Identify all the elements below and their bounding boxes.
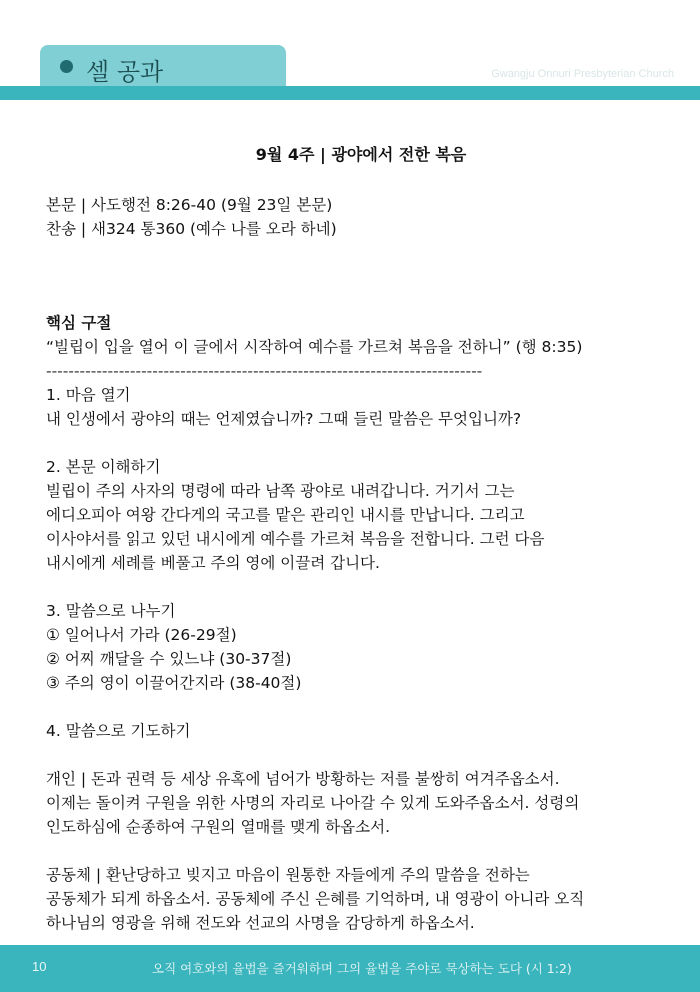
- section2-line: 에디오피아 여왕 간다게의 국고를 맡은 관리인 내시를 만납니다. 그리고: [46, 506, 525, 524]
- section3-title: 3. 말씀으로 나누기: [46, 602, 176, 620]
- tab-title: 셀 공과: [86, 58, 164, 86]
- hymn-line: 찬송 | 새324 통360 (예수 나를 오라 하네): [46, 220, 337, 238]
- prayer-community-line: 공동체가 되게 하옵소서. 공동체에 주신 은혜를 기억하며, 내 영광이 아니라 오직: [46, 890, 585, 908]
- bullet-dot-icon: [60, 60, 73, 73]
- key-verse: “빌립이 입을 열어 이 글에서 시작하여 예수를 가르쳐 복음을 전하니” (행 8:35): [46, 338, 583, 356]
- section1-text: 내 인생에서 광야의 때는 언제였습니까? 그때 들린 말씀은 무엇입니까?: [46, 410, 522, 428]
- section2-line: 빌립이 주의 사자의 명령에 따라 남쪽 광야로 내려갑니다. 거기서 그는: [46, 482, 515, 500]
- lesson-heading: 9월 4주 | 광야에서 전한 복음: [255, 145, 467, 164]
- divider-line: ------------------------------------------------------------------------------: [46, 362, 483, 380]
- section4-title: 4. 말씀으로 기도하기: [46, 722, 191, 740]
- section-tab: [40, 45, 286, 89]
- scripture-line: 본문 | 사도행전 8:26-40 (9월 23일 본문): [46, 196, 333, 214]
- page-number: 10: [32, 959, 47, 974]
- footer-verse: 오직 여호와의 율법을 즐거워하며 그의 율법을 주야로 묵상하는 도다 (시 1:2): [152, 961, 572, 976]
- section3-item: ② 어찌 깨달을 수 있느냐 (30-37절): [46, 650, 292, 668]
- header-bar: [0, 86, 700, 100]
- section2-title: 2. 본문 이해하기: [46, 458, 161, 476]
- section3-item: ③ 주의 영이 이끌어간지라 (38-40절): [46, 674, 302, 692]
- lesson-content: [46, 143, 676, 935]
- prayer-personal-line: 개인 | 돈과 권력 등 세상 유혹에 넘어가 방황하는 저를 불쌍히 여겨주옵소서.: [46, 770, 560, 788]
- section2-line: 내시에게 세례를 베풀고 주의 영에 이끌려 갑니다.: [46, 554, 380, 572]
- section2-line: 이사야서를 읽고 있던 내시에게 예수를 가르쳐 복음을 전합니다. 그런 다음: [46, 530, 545, 548]
- section3-item: ① 일어나서 가라 (26-29절): [46, 626, 237, 644]
- prayer-community-line: 공동체 | 환난당하고 빚지고 마음이 원통한 자들에게 주의 말씀을 전하는: [46, 866, 530, 884]
- prayer-community-line: 하나님의 영광을 위해 전도와 선교의 사명을 감당하게 하옵소서.: [46, 914, 475, 932]
- prayer-personal-line: 이제는 돌이켜 구원을 위한 사명의 자리로 나아갈 수 있게 도와주옵소서. 성령의: [46, 794, 580, 812]
- church-name: Gwangju Onnuri Presbyterian Church: [491, 68, 674, 80]
- footer-bar: [0, 945, 700, 992]
- prayer-personal-line: 인도하심에 순종하여 구원의 열매를 맺게 하옵소서.: [46, 818, 390, 836]
- key-verse-title: 핵심 구절: [46, 314, 112, 332]
- section1-title: 1. 마음 열기: [46, 386, 131, 404]
